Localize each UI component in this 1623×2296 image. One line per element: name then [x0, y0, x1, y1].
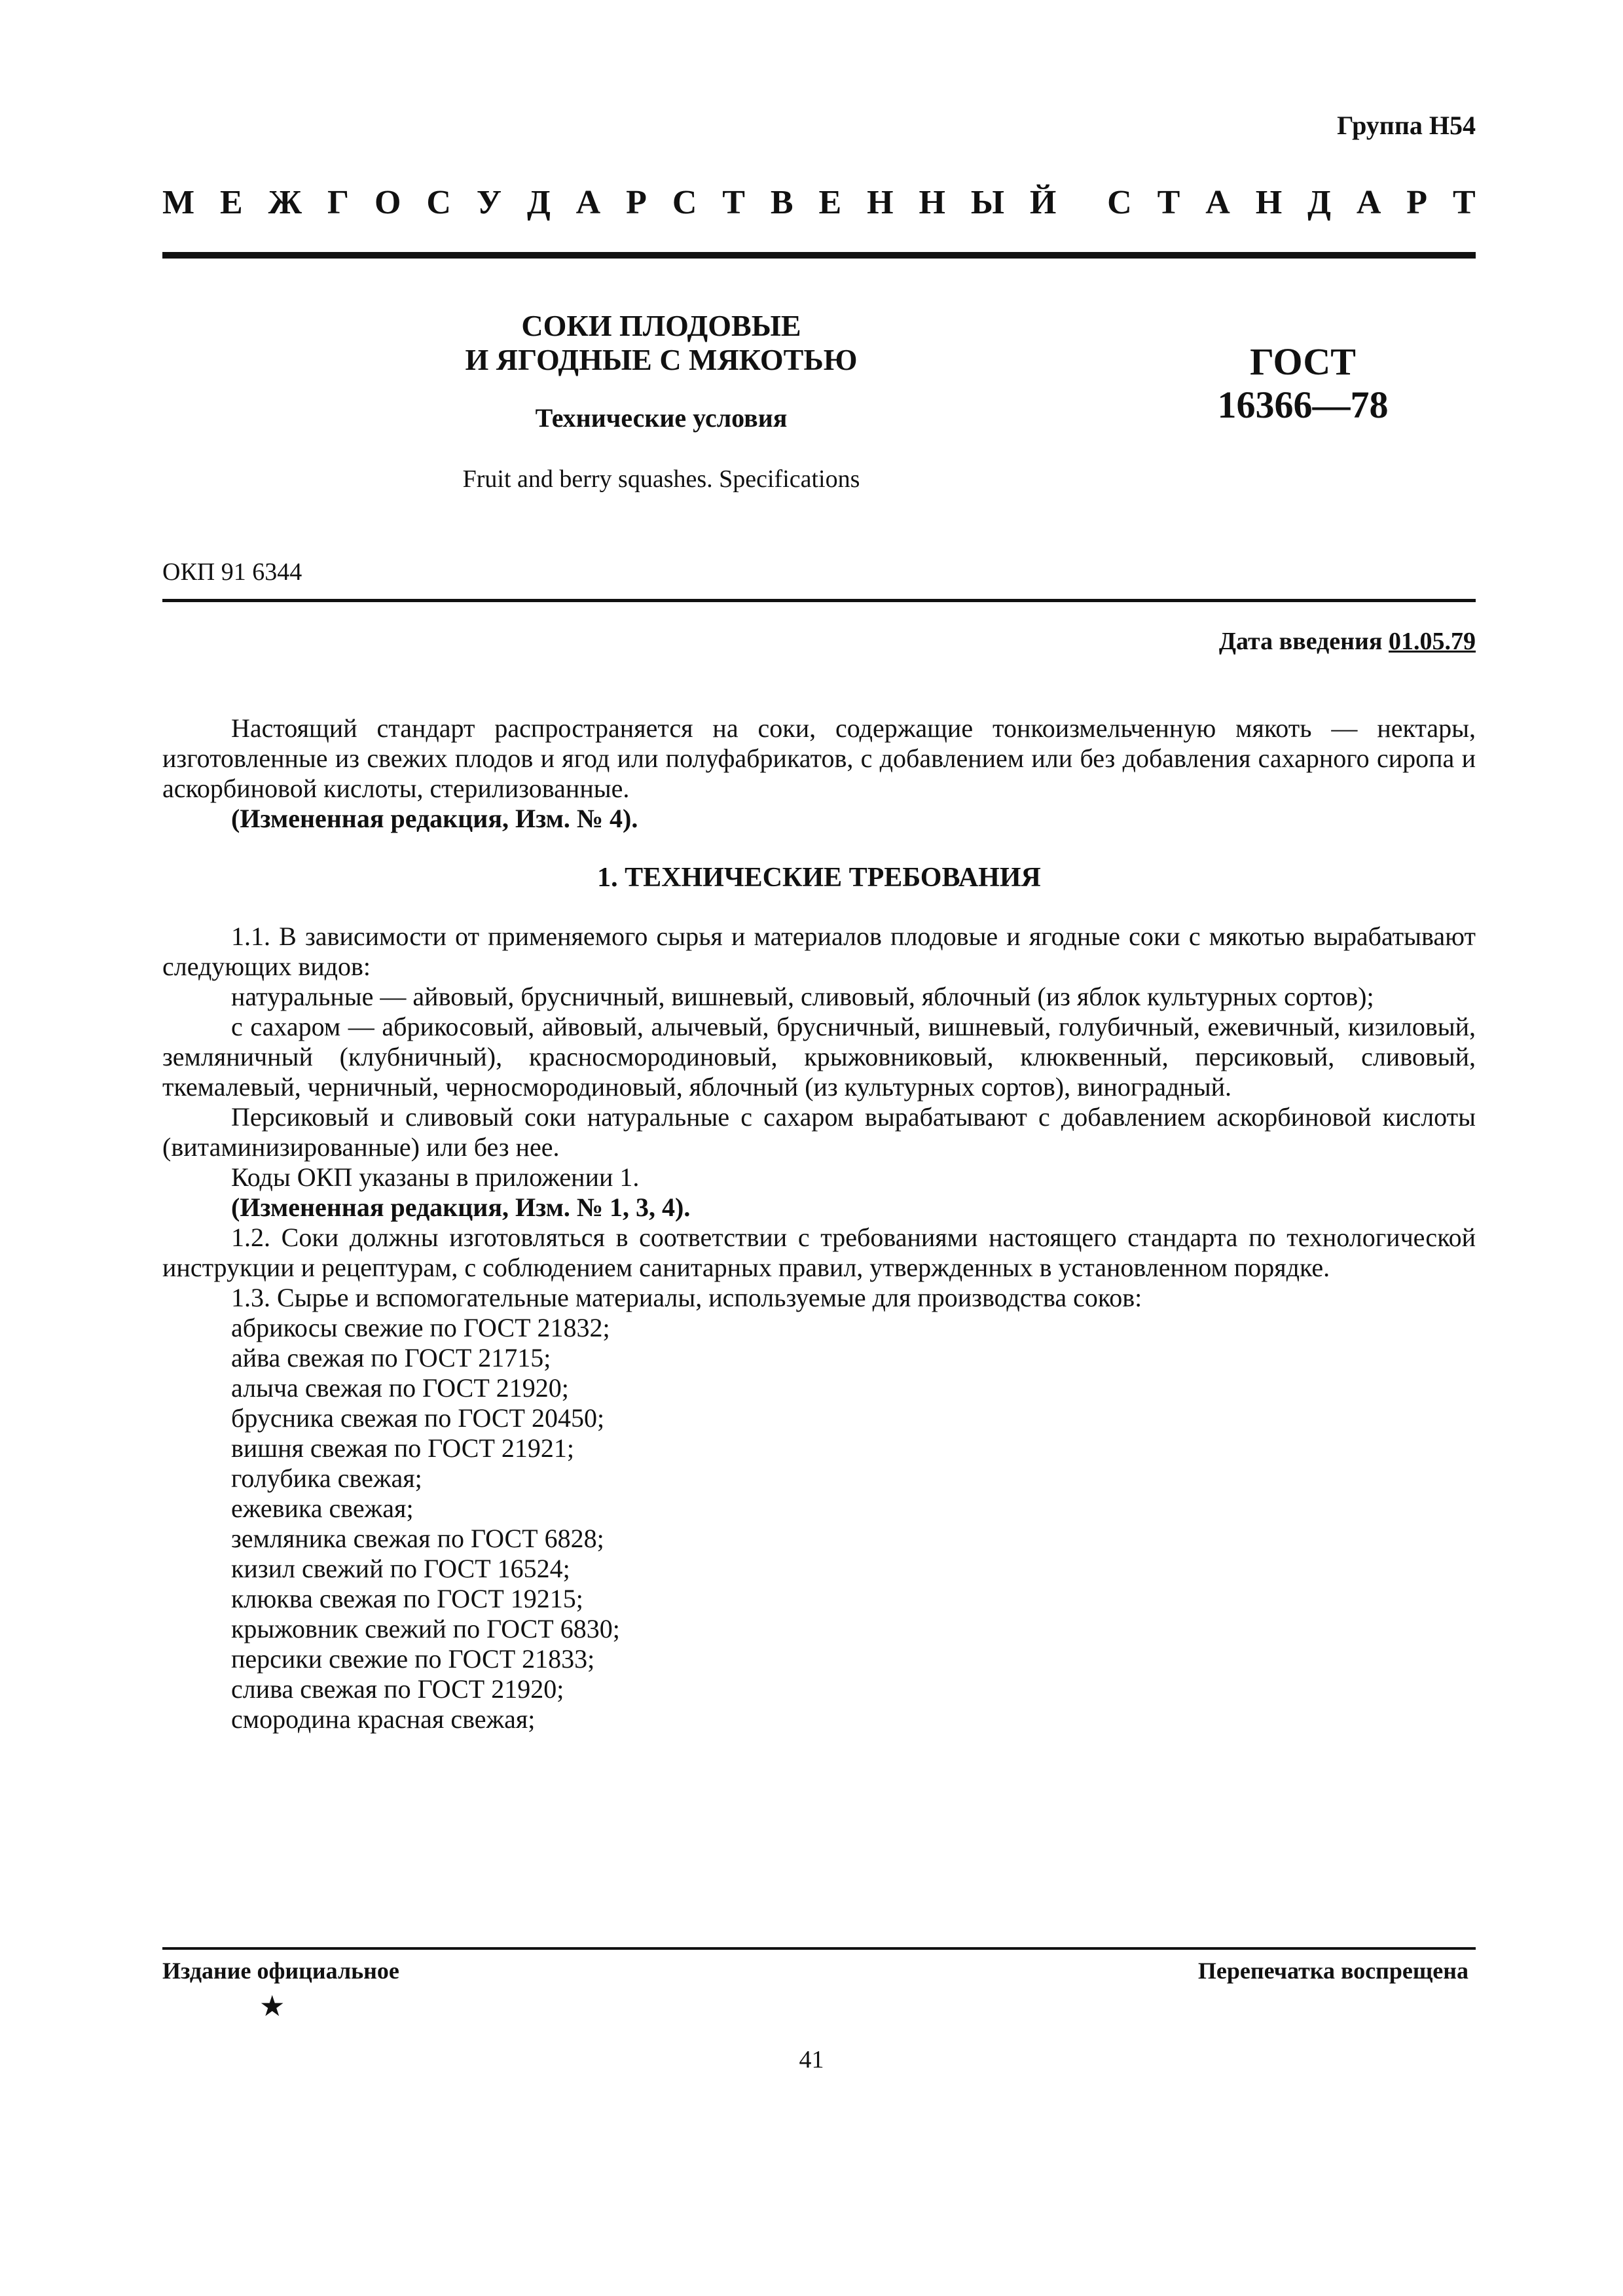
heading-letter: А	[1205, 184, 1230, 221]
heading-letter: С	[426, 184, 451, 221]
official-edition-label: Издание официальное	[162, 1958, 399, 1984]
date-label: Дата введения	[1218, 628, 1383, 655]
title-line-2: И ЯГОДНЫЕ С МЯКОТЬЮ	[465, 343, 858, 376]
heading-letter: Н	[1255, 184, 1283, 221]
amendment-note: (Измененная редакция, Изм. № 4).	[231, 804, 638, 833]
heading-letter: О	[374, 184, 401, 221]
heading-letter: Р	[626, 184, 647, 221]
star-icon: ★	[259, 1990, 285, 2022]
paragraph: Персиковый и сливовый соки натуральные с сахаром вырабатывают с добавлением аскорбиновой кислоты (витаминизированные) или без нее.	[162, 1102, 1476, 1162]
heading-letter: С	[1107, 184, 1132, 221]
paragraph: Коды ОКП указаны в приложении 1.	[231, 1162, 640, 1192]
paragraph: Настоящий стандарт распространяется на соки, содержащие тонкоизмельченную мякоть — нектары, изготовленные из свежих плодов и ягод или полуфабрикатов, с добавлением или без добавления сахарного сиропа и аскорбиновой кислоты, стерилизованные.	[162, 713, 1476, 803]
heading-letter: Т	[722, 184, 745, 221]
list-item: ежевика свежая;	[231, 1494, 414, 1523]
document-body	[162, 713, 1476, 1734]
list-item: персики свежие по ГОСТ 21833;	[231, 1644, 595, 1674]
date-value: 01.05.79	[1389, 628, 1476, 655]
list-item: голубика свежая;	[231, 1463, 422, 1493]
header-divider	[162, 252, 1476, 259]
gost-number: 16366—78	[1217, 384, 1389, 426]
list-item: кизил свежий по ГОСТ 16524;	[231, 1554, 570, 1583]
reprint-prohibited-label: Перепечатка воспрещена	[1197, 1958, 1468, 1984]
list-item: абрикосы свежие по ГОСТ 21832;	[231, 1313, 610, 1342]
heading-letter: Д	[526, 184, 551, 221]
heading-letter: Т	[1452, 184, 1476, 221]
page-number: 41	[799, 2046, 824, 2073]
group-label: Группа Н54	[1337, 111, 1476, 140]
list-item: земляника свежая по ГОСТ 6828;	[231, 1524, 604, 1553]
heading-letter: Е	[220, 184, 243, 221]
heading-letter: А	[1356, 184, 1381, 221]
okp-code: ОКП 91 6344	[162, 558, 302, 586]
paragraph: с сахаром — абрикосовый, айвовый, алычевый, брусничный, вишневый, голубичный, ежевичный, кизиловый, земляничный (клубничный), красносмородиновый, крыжовниковый, клюквенный, персиковый, сливовый, ткемалевый, черничный, черносмородиновый, яблочный (из культурных сортов), виноградный.	[162, 1012, 1476, 1102]
gost-designation	[1165, 340, 1440, 427]
heading-letter: В	[770, 184, 793, 221]
heading-letter: Г	[327, 184, 350, 221]
footer-divider	[162, 1947, 1476, 1950]
title-line-1: СОКИ ПЛОДОВЫЕ	[521, 309, 801, 342]
heading-letter: Р	[1406, 184, 1428, 221]
english-title: Fruit and berry squashes. Specifications	[462, 465, 860, 493]
heading-letter: Ы	[970, 184, 1004, 221]
list-item: слива свежая по ГОСТ 21920;	[231, 1674, 564, 1704]
gost-label: ГОСТ	[1250, 340, 1356, 383]
heading-letter: Й	[1029, 184, 1057, 221]
title-divider	[162, 599, 1476, 602]
heading-letter: Ж	[268, 184, 302, 221]
heading-letter: У	[476, 184, 502, 221]
heading-letter: Н	[919, 184, 945, 221]
list-item: вишня свежая по ГОСТ 21921;	[231, 1433, 574, 1463]
paragraph: 1.1. В зависимости от применяемого сырья и материалов плодовые и ягодные соки с мякотью вырабатывают следующих видов:	[162, 922, 1476, 981]
heading-letter: Т	[1157, 184, 1180, 221]
document-title	[367, 309, 956, 377]
list-item: алыча свежая по ГОСТ 21920;	[231, 1373, 569, 1403]
interstate-standard-heading	[162, 183, 1476, 222]
heading-letter: Е	[818, 184, 842, 221]
introduction-date	[1219, 627, 1476, 656]
heading-letter: С	[672, 184, 697, 221]
paragraph: 1.2. Соки должны изготовляться в соответствии с требованиями настоящего стандарта по технологической инструкции и рецептурам, с соблюдением санитарных правил, утвержденных в установленном порядке.	[162, 1223, 1476, 1282]
paragraph: натуральные — айвовый, брусничный, вишневый, сливовый, яблочный (из яблок культурных сортов);	[231, 982, 1374, 1011]
list-item: смородина красная свежая;	[231, 1704, 536, 1734]
heading-letter: Н	[867, 184, 894, 221]
list-item: брусника свежая по ГОСТ 20450;	[231, 1403, 605, 1433]
list-item: крыжовник свежий по ГОСТ 6830;	[231, 1614, 620, 1643]
heading-letter: Д	[1307, 184, 1331, 221]
list-item: клюква свежая по ГОСТ 19215;	[231, 1584, 583, 1613]
document-subtitle: Технические условия	[535, 403, 788, 433]
amendment-note: (Измененная редакция, Изм. № 1, 3, 4).	[231, 1193, 691, 1222]
heading-letter: А	[575, 184, 601, 221]
paragraph: 1.3. Сырье и вспомогательные материалы, используемые для производства соков:	[231, 1283, 1142, 1312]
section-heading: 1. ТЕХНИЧЕСКИЕ ТРЕБОВАНИЯ	[597, 863, 1041, 893]
heading-letter: М	[162, 184, 195, 221]
list-item: айва свежая по ГОСТ 21715;	[231, 1343, 551, 1372]
